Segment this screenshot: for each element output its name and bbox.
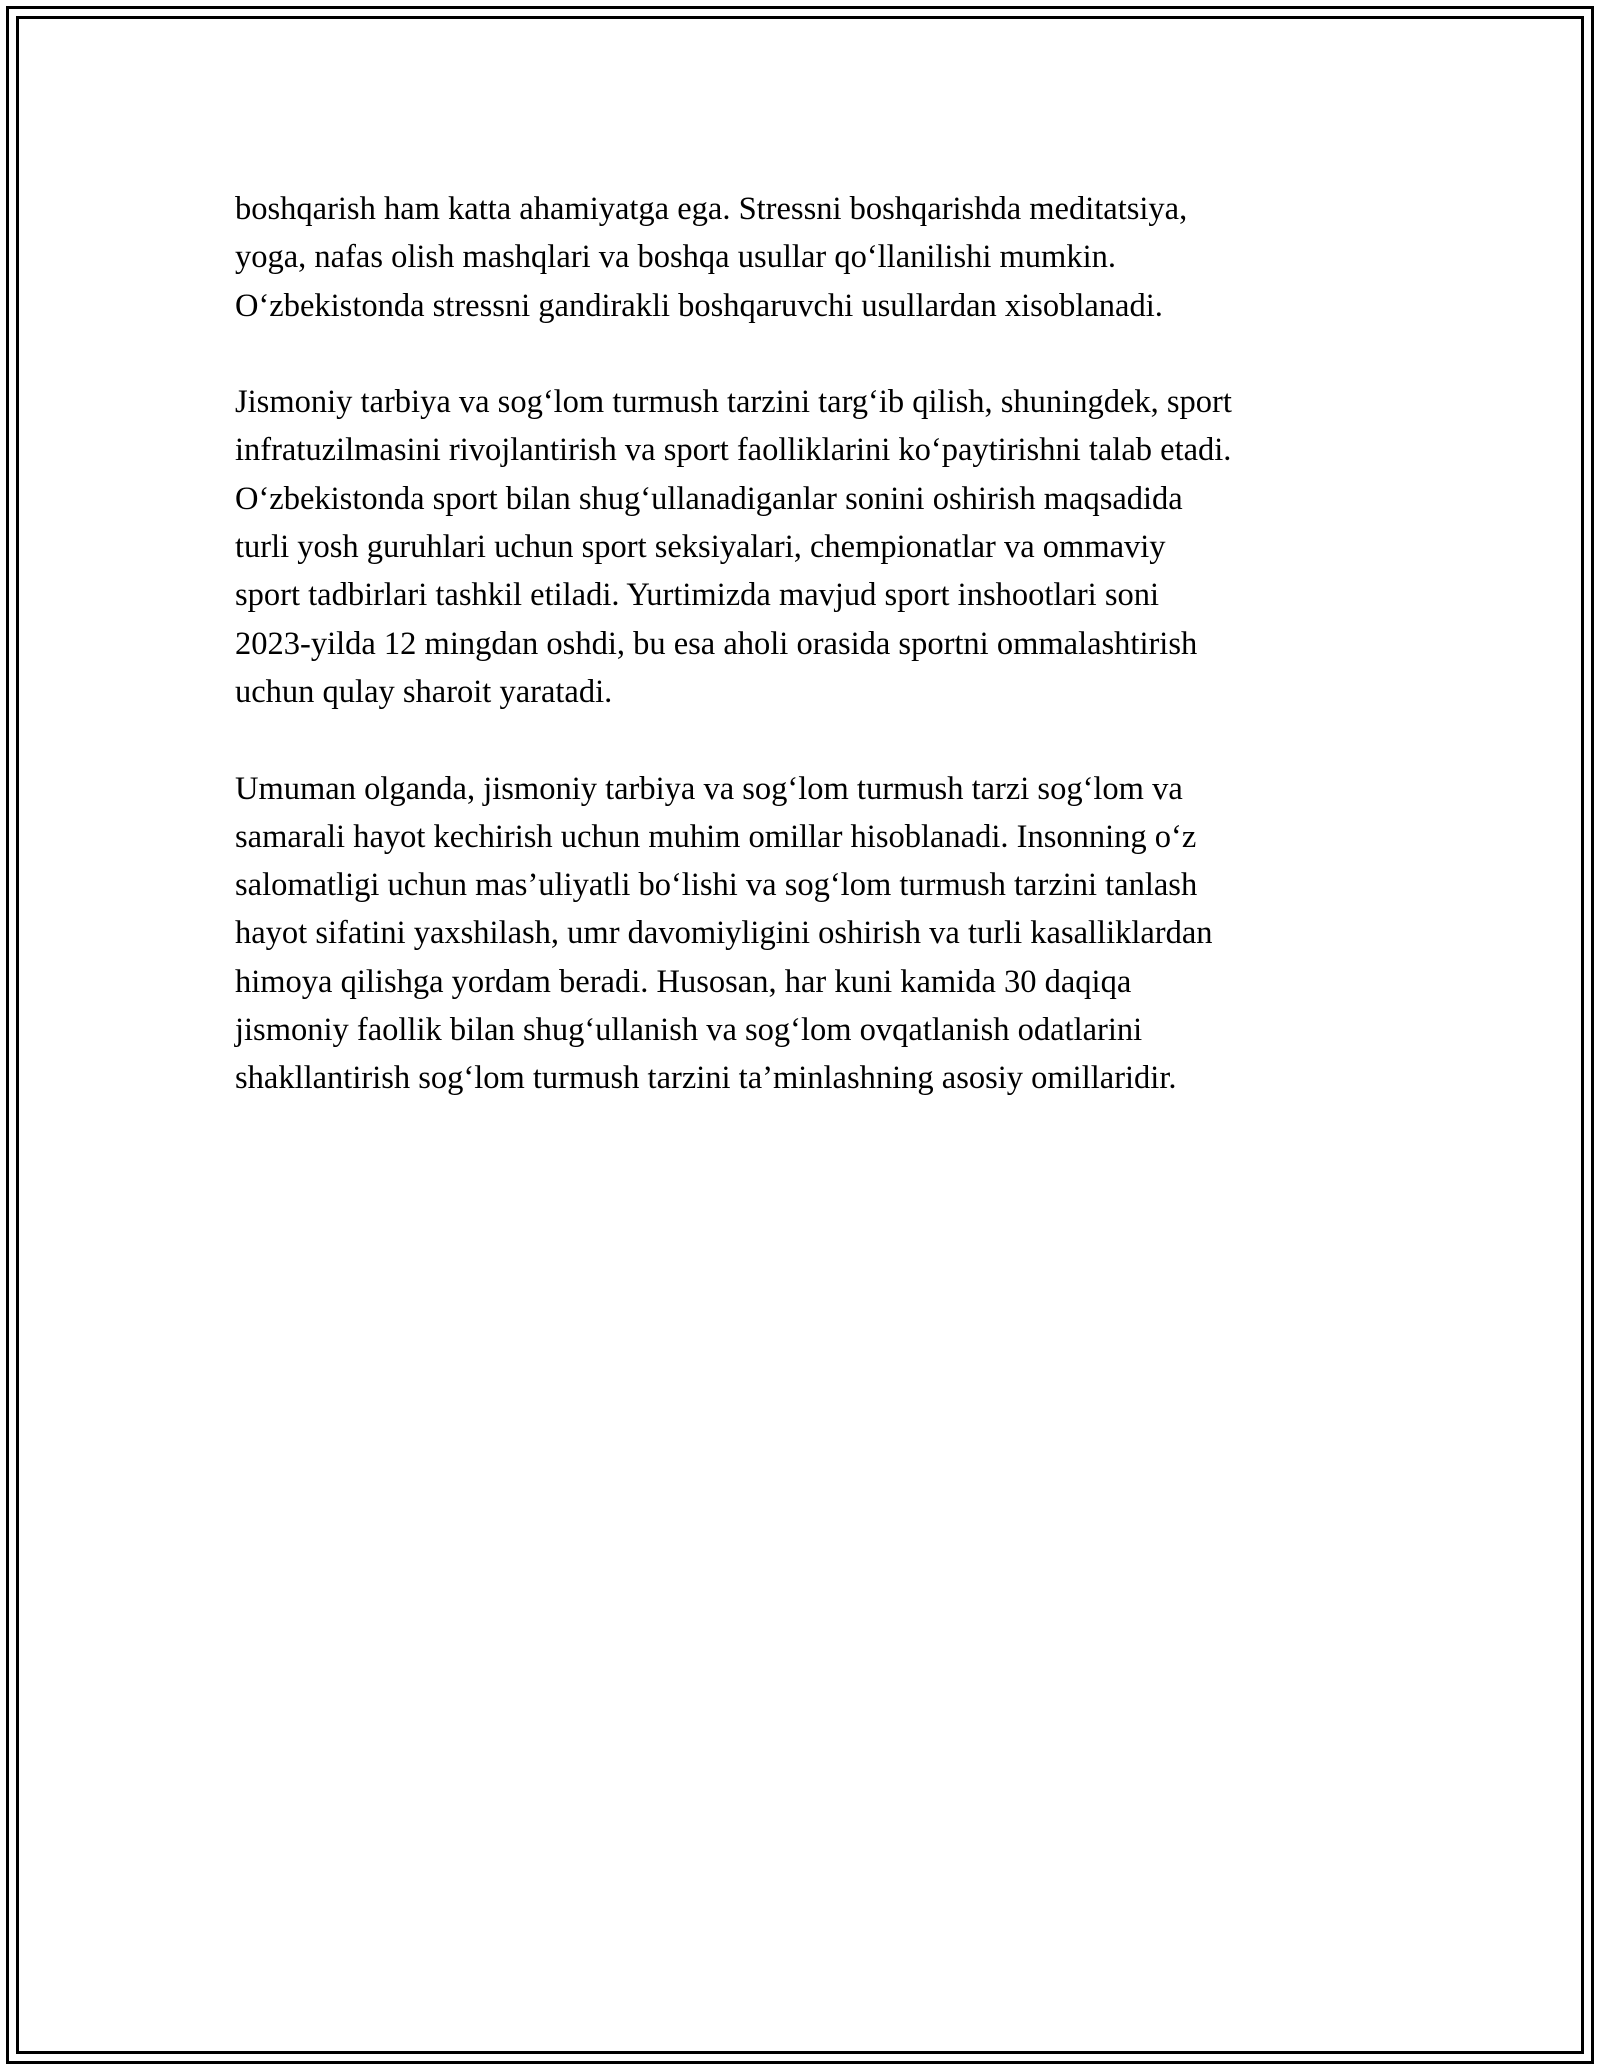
text-line: hayot sifatini yaxshilash, umr davomiyligini oshirish va turli kasalliklardan <box>235 915 1213 952</box>
text-line: salomatligi uchun mas’uliyatli bo‘lishi va sog‘lom turmush tarzini tanlash <box>235 867 1198 904</box>
text-line: uchun qulay sharoit yaratadi. <box>235 673 613 710</box>
text-line: 2023-yilda 12 mingdan oshdi, bu esa aholi orasida sportni ommalashtirish <box>235 625 1198 662</box>
paragraph-stress-management <box>235 185 1385 330</box>
text-line: infratuzilmasini rivojlantirish va sport faolliklarini ko‘paytirishni talab etadi. <box>235 432 1232 469</box>
text-line: O‘zbekistonda sport bilan shug‘ullanadiganlar sonini oshirish maqsadida <box>235 480 1183 517</box>
text-line: himoya qilishga yordam beradi. Husosan, har kuni kamida 30 daqiqa <box>235 963 1132 1000</box>
text-line: Jismoniy tarbiya va sog‘lom turmush tarzini targ‘ib qilish, shuningdek, sport <box>235 384 1232 421</box>
text-line: boshqarish ham katta ahamiyatga ega. Stressni boshqarishda meditatsiya, <box>235 191 1188 227</box>
text-line: yoga, nafas olish mashqlari va boshqa usullar qo‘llanilishi mumkin. <box>235 239 1116 276</box>
text-line: O‘zbekistonda stressni gandirakli boshqaruvchi usullardan xisoblanadi. <box>235 287 1163 324</box>
paragraph-sport-infrastructure <box>235 378 1385 716</box>
text-line: Umuman olganda, jismoniy tarbiya va sog‘lom turmush tarzi sog‘lom va <box>235 770 1183 807</box>
text-line: samarali hayot kechirish uchun muhim omillar hisoblanadi. Insonning o‘z <box>235 818 1197 855</box>
text-line: shakllantirish sog‘lom turmush tarzini ta’minlashning asosiy omillaridir. <box>235 1060 1177 1097</box>
paragraph-conclusion <box>235 765 1385 1103</box>
text-line: sport tadbirlari tashkil etiladi. Yurtimizda mavjud sport inshootlari soni <box>235 577 1159 614</box>
text-line: turli yosh guruhlari uchun sport seksiyalari, chempionatlar va ommaviy <box>235 529 1166 566</box>
document-body <box>235 185 1385 1151</box>
text-line: jismoniy faollik bilan shug‘ullanish va sog‘lom ovqatlanish odatlarini <box>235 1012 1143 1049</box>
